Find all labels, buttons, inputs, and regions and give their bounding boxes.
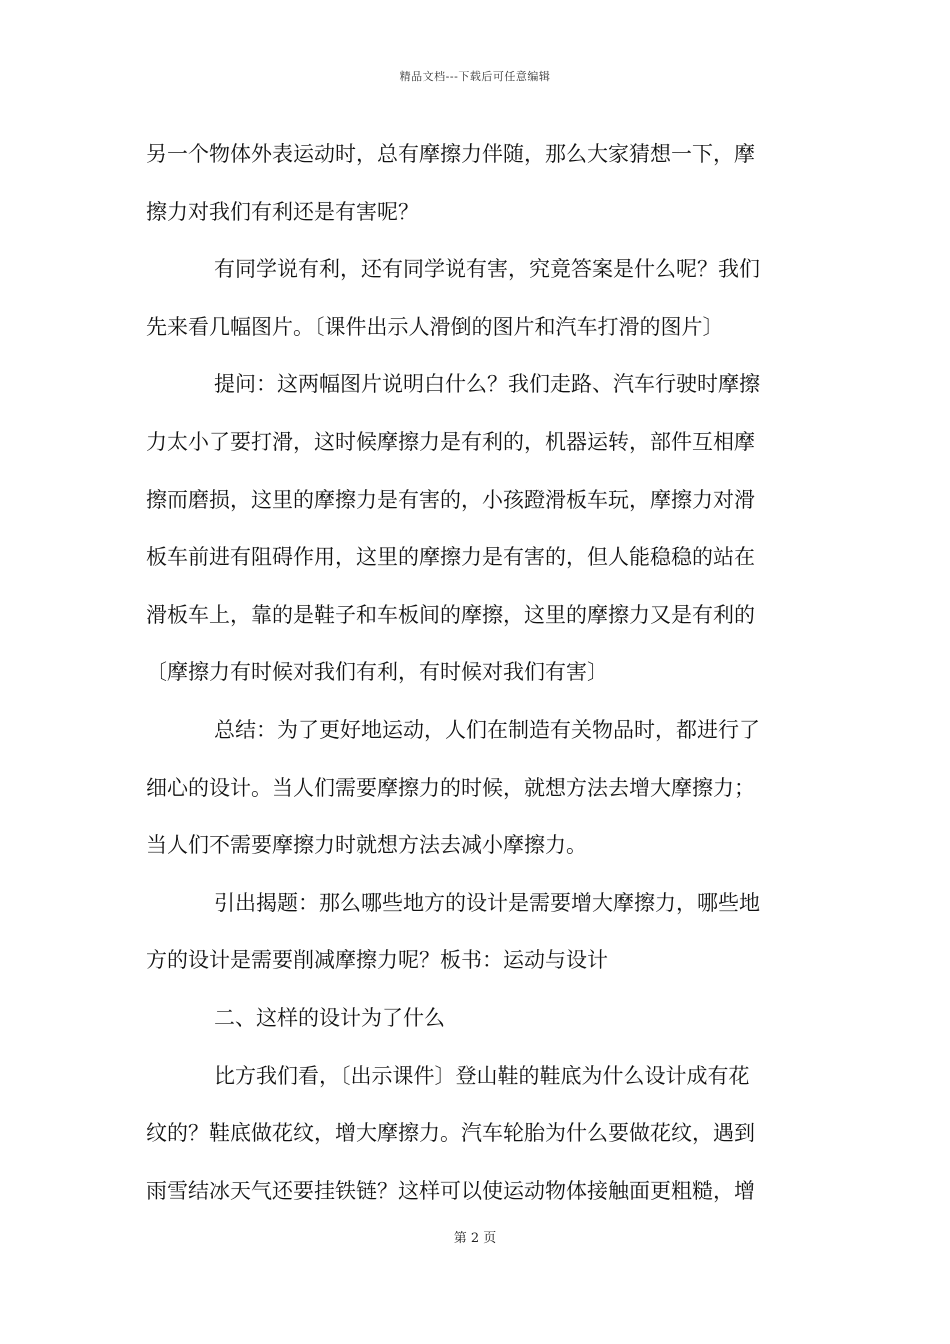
section-heading: 二、这样的设计为了什么 (214, 1005, 445, 1030)
text-line: 滑板车上，靠的是鞋子和车板间的摩擦，这里的摩擦力又是有利的 (146, 602, 755, 627)
paragraph-start: 比方我们看，〔出示课件〕登山鞋的鞋底为什么设计成有花 (214, 1063, 750, 1088)
text-line: 力太小了要打滑，这时候摩擦力是有利的，机器运转，部件互相摩 (146, 429, 755, 454)
text-line: 细心的设计。当人们需要摩擦力的时候，就想方法去增大摩擦力； (146, 775, 755, 800)
text-line: 板车前进有阻碍作用，这里的摩擦力是有害的，但人能稳稳的站在 (146, 545, 755, 570)
paragraph-start: 有同学说有利，还有同学说有害，究竟答案是什么呢？我们 (214, 257, 760, 282)
text-line: 另一个物体外表运动时，总有摩擦力伴随，那么大家猜想一下，摩 (146, 142, 755, 166)
text-line: 方的设计是需要削减摩擦力呢？板书：运动与设计 (146, 948, 608, 973)
paragraph-start: 总结：为了更好地运动，人们在制造有关物品时，都进行了 (214, 717, 760, 742)
text-line: 雨雪结冰天气还要挂铁链？这样可以使运动物体接触面更粗糙，增 (146, 1178, 755, 1203)
document-body (146, 126, 810, 1220)
paragraph-start: 提问：这两幅图片说明白什么？我们走路、汽车行驶时摩擦 (214, 372, 760, 397)
text-line: 〔摩擦力有时候对我们有利，有时候对我们有害〕 (146, 660, 608, 685)
text-line: 擦而磨损，这里的摩擦力是有害的，小孩蹬滑板车玩，摩擦力对滑 (146, 487, 755, 512)
text-line: 擦力对我们有利还是有害呢？ (146, 199, 419, 224)
text-line: 先来看几幅图片。〔课件出示人滑倒的图片和汽车打滑的图片〕 (146, 314, 724, 339)
page-header: 精品文档---下载后可任意编辑 (399, 70, 551, 83)
text-line: 纹的？鞋底做花纹，增大摩擦力。汽车轮胎为什么要做花纹，遇到 (146, 1121, 755, 1146)
page-number: 第 2 页 (453, 1231, 497, 1246)
text-line: 当人们不需要摩擦力时就想方法去减小摩擦力。 (146, 833, 587, 858)
paragraph-start: 引出揭题：那么哪些地方的设计是需要增大摩擦力，哪些地 (214, 890, 760, 915)
